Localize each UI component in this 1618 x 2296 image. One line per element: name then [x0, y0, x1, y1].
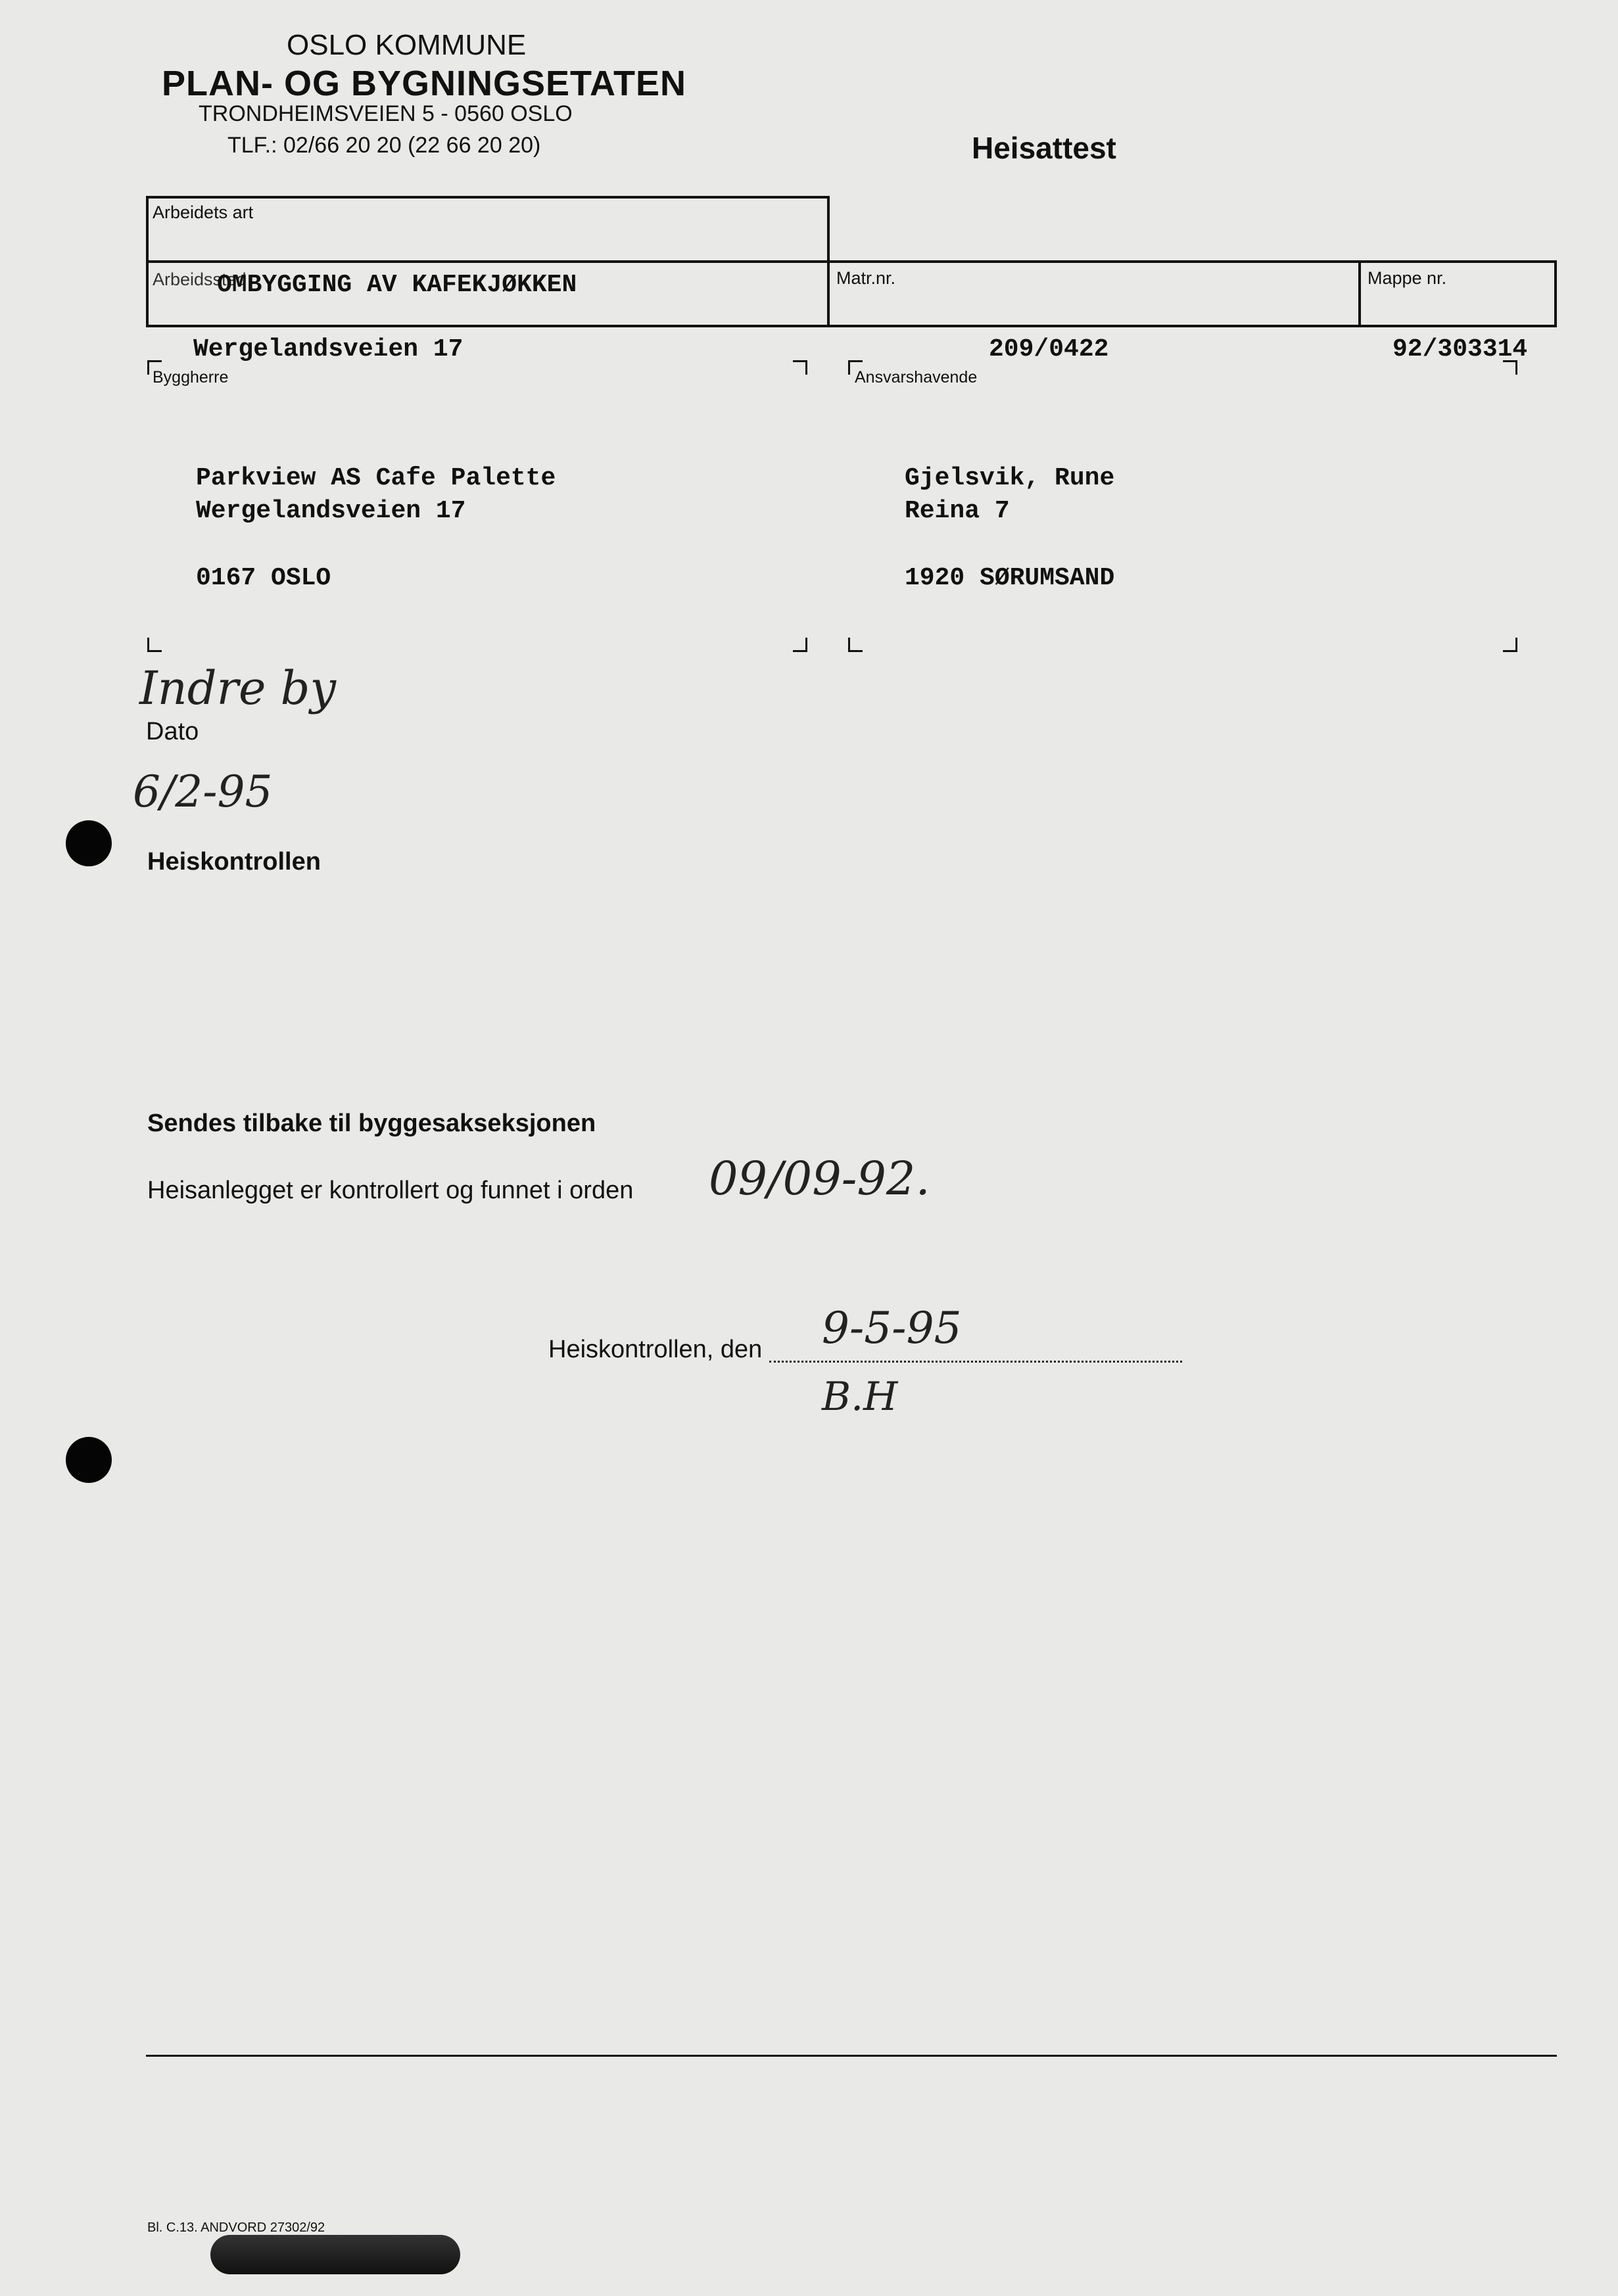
- responsible-line1: Gjelsvik, Rune: [905, 464, 1115, 492]
- owner-line1: Parkview AS Cafe Palette: [196, 464, 556, 492]
- handwritten-date: 6/2-95: [133, 766, 273, 817]
- work-type-label: Arbeidets art: [153, 202, 254, 222]
- work-site-label: Arbeidssted: [153, 269, 247, 289]
- agency-name: PLAN- OG BYGNINGSETATEN: [162, 64, 687, 103]
- matr-mappe-box: [827, 260, 1557, 327]
- handwritten-initials: B.H: [822, 1374, 898, 1420]
- punch-hole-bottom: [66, 1437, 112, 1483]
- owner-bracket-tr: [793, 360, 807, 375]
- site-address-value: Wergelandsveien 17: [193, 335, 464, 363]
- owner-line2: Wergelandsveien 17: [196, 497, 466, 525]
- signature-line: [769, 1361, 1182, 1363]
- footer-rule: [146, 2055, 1557, 2057]
- owner-bracket-br: [793, 638, 807, 652]
- agency-phone: TLF.: 02/66 20 20 (22 66 20 20): [227, 133, 541, 158]
- handwritten-control-date: 09/09-92.: [709, 1152, 930, 1206]
- inspection-statement: Heisanlegget er kontrollert og funnet i orden: [147, 1177, 634, 1204]
- document-title: Heisattest: [972, 131, 1116, 165]
- send-back-instruction: Sendes tilbake til byggesakseksjonen: [147, 1110, 596, 1137]
- responsible-bracket-bl: [848, 638, 863, 652]
- heiskontrollen-heading: Heiskontrollen: [147, 848, 321, 876]
- matr-label: Matr.nr.: [836, 268, 896, 288]
- owner-label: Byggherre: [153, 368, 229, 387]
- responsible-label: Ansvarshavende: [855, 368, 978, 387]
- responsible-bracket-tr: [1503, 360, 1517, 375]
- work-site-value: OMBYGGING AV KAFEKJØKKEN: [217, 271, 577, 299]
- responsible-line3: 1920 SØRUMSAND: [905, 564, 1115, 592]
- signature-label: Heiskontrollen, den: [548, 1336, 763, 1363]
- handwritten-district: Indre by: [139, 661, 337, 715]
- agency-address: TRONDHEIMSVEIEN 5 - 0560 OSLO: [199, 101, 573, 126]
- mappe-divider: [1358, 260, 1361, 327]
- binder-clip: [210, 2235, 460, 2274]
- mappe-label: Mappe nr.: [1368, 268, 1447, 288]
- date-label: Dato: [146, 718, 199, 745]
- owner-bracket-bl: [147, 638, 162, 652]
- owner-line3: 0167 OSLO: [196, 564, 331, 592]
- mappe-value: 92/303314: [1392, 335, 1528, 363]
- form-divider: [146, 260, 830, 263]
- responsible-bracket-br: [1503, 638, 1517, 652]
- responsible-line2: Reina 7: [905, 497, 1010, 525]
- punch-hole-top: [66, 820, 112, 866]
- matr-value: 209/0422: [989, 335, 1109, 363]
- municipality-name: OSLO KOMMUNE: [287, 29, 527, 61]
- form-code: Bl. C.13. ANDVORD 27302/92: [147, 2220, 325, 2235]
- handwritten-sign-date: 9-5-95: [822, 1303, 962, 1353]
